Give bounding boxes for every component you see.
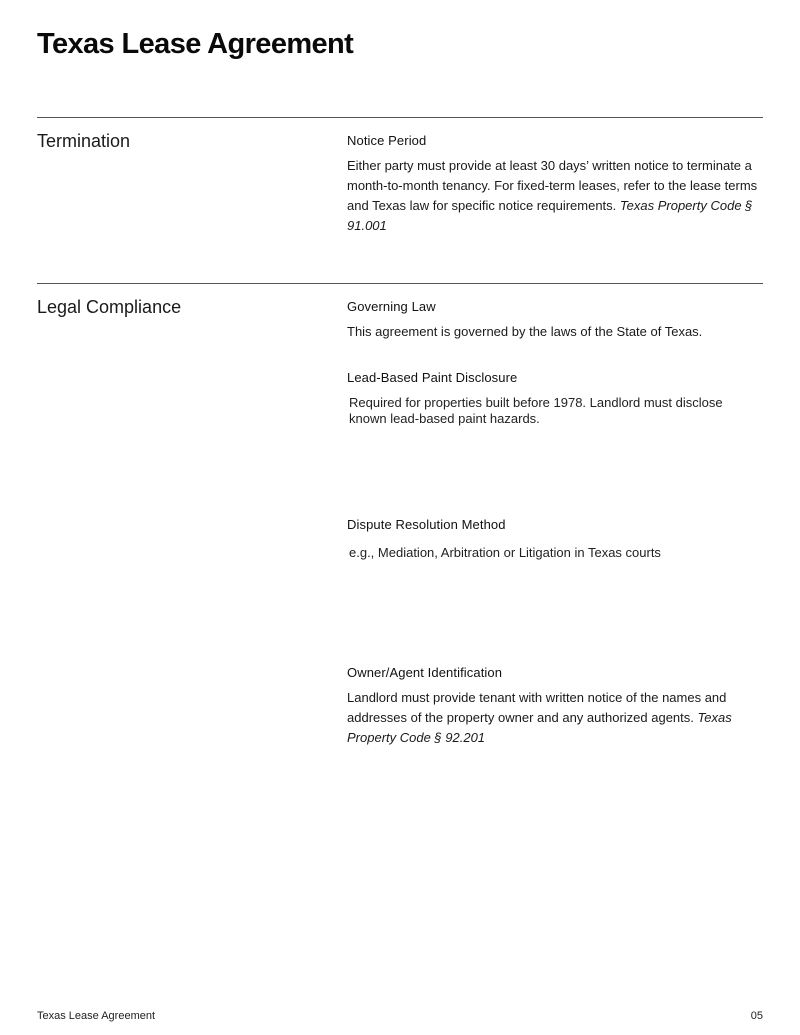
page-title: Texas Lease Agreement xyxy=(37,28,354,60)
body-text: Landlord must provide tenant with written notice of the names and addresses of the property owner and any authorized agents. xyxy=(347,690,727,725)
governing-law-block xyxy=(347,298,763,342)
block-heading: Lead-Based Paint Disclosure xyxy=(347,370,518,385)
block-body: Required for properties built before 1978. Landlord must disclose known lead-based paint hazards. xyxy=(349,395,723,426)
section-title-termination: Termination xyxy=(37,131,131,151)
section-title-legal-compliance: Legal Compliance xyxy=(37,297,182,317)
block-body: This agreement is governed by the laws of the State of Texas. xyxy=(347,324,703,339)
legal-citation: Texas Property Code § 91.001 xyxy=(347,198,753,233)
dispute-resolution-block xyxy=(347,516,763,561)
block-body xyxy=(347,688,763,748)
legal-citation: Texas Property Code § 92.201 xyxy=(347,710,732,745)
block-heading: Governing Law xyxy=(347,299,436,314)
lead-paint-disclosure-block xyxy=(347,369,763,426)
footer-page-number: 05 xyxy=(750,1010,763,1022)
body-text: Either party must provide at least 30 days’ written notice to terminate a month-to-month tenancy. For fixed-term leases, refer to the lease terms and Texas law for specific notice requirements. xyxy=(347,158,758,213)
block-heading: Dispute Resolution Method xyxy=(347,517,506,532)
section-divider xyxy=(37,283,763,284)
block-body xyxy=(347,156,763,236)
block-body: e.g., Mediation, Arbitration or Litigation in Texas courts xyxy=(349,545,661,560)
notice-period-block xyxy=(347,132,763,236)
footer-document-title: Texas Lease Agreement xyxy=(37,1010,156,1022)
section-divider xyxy=(37,117,763,118)
block-heading: Notice Period xyxy=(347,133,427,148)
block-heading: Owner/Agent Identification xyxy=(347,665,503,680)
owner-agent-identification-block xyxy=(347,664,763,748)
